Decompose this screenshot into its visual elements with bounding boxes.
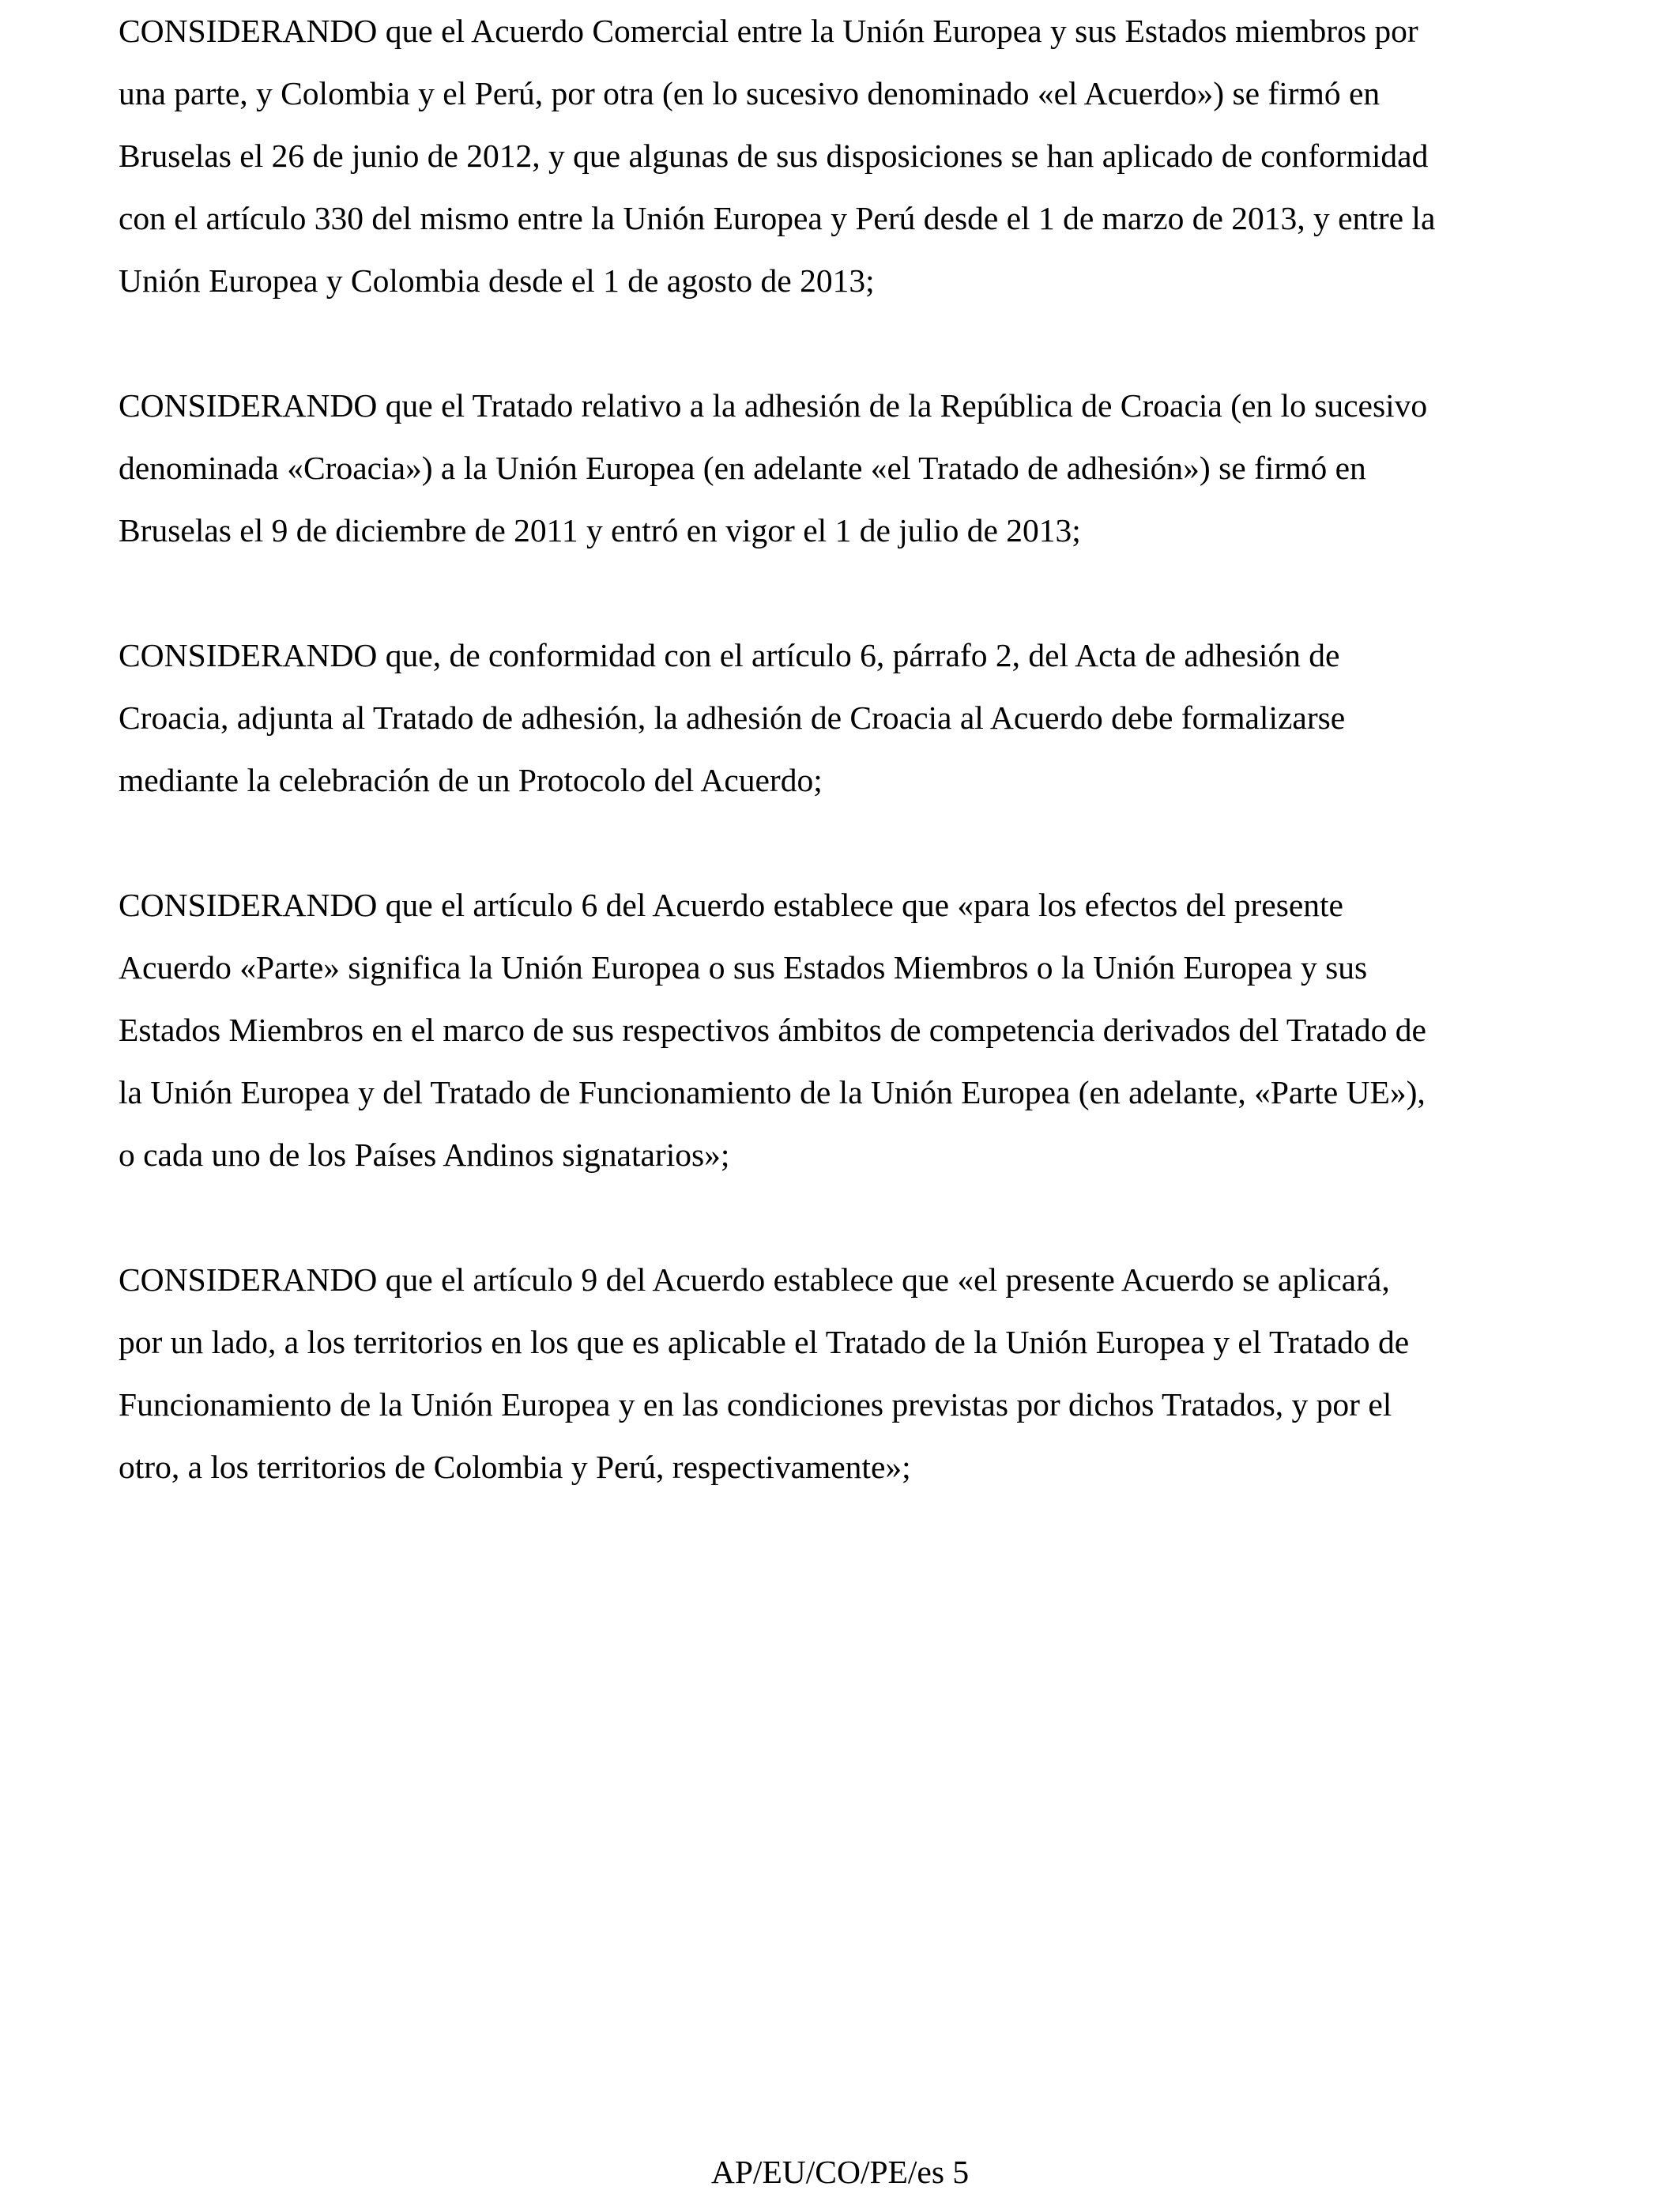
paragraph-line: la Unión Europea y del Tratado de Funcionamiento de la Unión Europea (en adelante, «Parte UE»), [119,1074,1426,1110]
paragraph-line: CONSIDERANDO que, de conformidad con el artículo 6, párrafo 2, del Acta de adhesión de [119,637,1340,673]
paragraph-line: Funcionamiento de la Unión Europea y en las condiciones previstas por dichos Tratados, y por el [119,1386,1392,1423]
paragraph-line: denominada «Croacia») a la Unión Europea (en adelante «el Tratado de adhesión») se firmó en [119,450,1366,486]
paragraph-3 [119,624,1580,812]
paragraph-line: o cada uno de los Países Andinos signatarios»; [119,1137,730,1173]
paragraph-line: CONSIDERANDO que el Acuerdo Comercial entre la Unión Europea y sus Estados miembros por [119,13,1418,49]
paragraph-2 [119,375,1580,562]
paragraph-line: mediante la celebración de un Protocolo del Acuerdo; [119,762,823,798]
paragraph-line: Unión Europea y Colombia desde el 1 de agosto de 2013; [119,262,875,299]
paragraph-line: otro, a los territorios de Colombia y Perú, respectivamente»; [119,1449,911,1485]
paragraph-line: Bruselas el 26 de junio de 2012, y que algunas de sus disposiciones se han aplicado de conformidad [119,138,1429,174]
paragraph-1 [119,0,1580,312]
paragraph-line: con el artículo 330 del mismo entre la Unión Europea y Perú desde el 1 de marzo de 2013, y entre la [119,200,1436,236]
document-body [119,0,1580,1561]
paragraph-5 [119,1249,1580,1498]
paragraph-line: CONSIDERANDO que el artículo 6 del Acuerdo establece que «para los efectos del presente [119,887,1343,923]
paragraph-line: una parte, y Colombia y el Perú, por otra (en lo sucesivo denominado «el Acuerdo») se firmó en [119,75,1381,111]
paragraph-line: CONSIDERANDO que el Tratado relativo a la adhesión de la República de Croacia (en lo sucesivo [119,387,1428,424]
paragraph-line: Acuerdo «Parte» significa la Unión Europea o sus Estados Miembros o la Unión Europea y sus [119,949,1368,986]
paragraph-4 [119,874,1580,1186]
paragraph-line: CONSIDERANDO que el artículo 9 del Acuerdo establece que «el presente Acuerdo se aplicará, [119,1261,1390,1298]
page-footer-reference: AP/EU/CO/PE/es 5 [710,2154,970,2190]
paragraph-line: por un lado, a los territorios en los que es aplicable el Tratado de la Unión Europea y el Tratado de [119,1324,1410,1360]
paragraph-line: Bruselas el 9 de diciembre de 2011 y entró en vigor el 1 de julio de 2013; [119,512,1081,548]
paragraph-line: Estados Miembros en el marco de sus respectivos ámbitos de competencia derivados del Tratado de [119,1012,1426,1048]
paragraph-line: Croacia, adjunta al Tratado de adhesión, la adhesión de Croacia al Acuerdo debe formalizarse [119,699,1346,736]
